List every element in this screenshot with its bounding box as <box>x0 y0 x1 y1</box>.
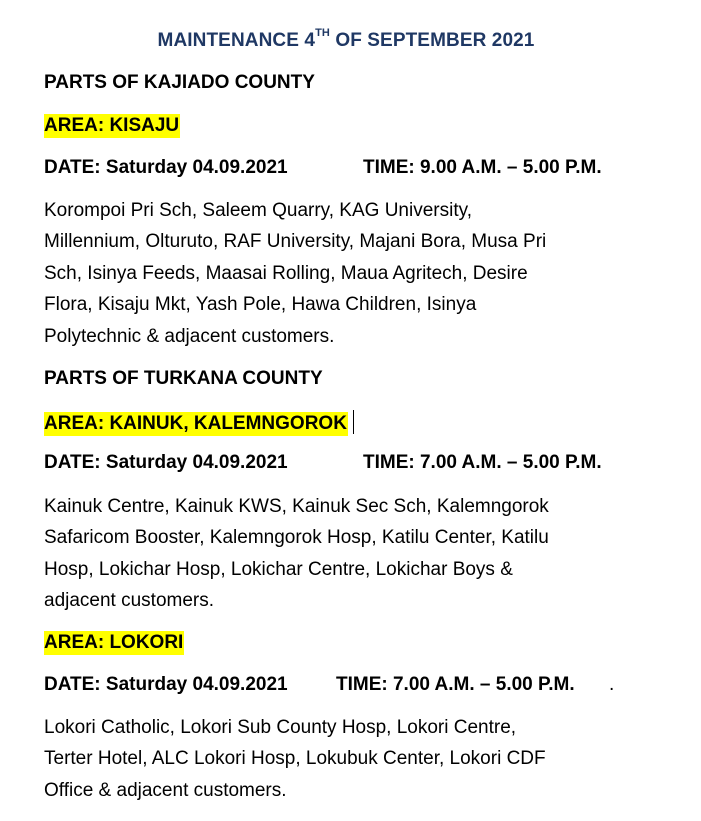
area-highlight: AREA: KAINUK, KALEMNGOROK <box>44 413 347 434</box>
date-label: DATE: Saturday 04.09.2021 <box>44 452 288 473</box>
schedule-line-kisaju <box>44 157 674 179</box>
description-line: Flora, Kisaju Mkt, Yash Pole, Hawa Children, Isinya <box>44 294 477 316</box>
county-heading-kajiado: PARTS OF KAJIADO COUNTY <box>44 72 315 93</box>
title-superscript: TH <box>315 27 330 39</box>
time-label: TIME: 9.00 A.M. – 5.00 P.M. <box>363 157 602 178</box>
description-line: Millennium, Olturuto, RAF University, Majani Bora, Musa Pri <box>44 231 547 253</box>
area-highlight: AREA: LOKORI <box>44 632 184 653</box>
title-prefix: MAINTENANCE 4 <box>157 30 316 51</box>
description-line: Lokori Catholic, Lokori Sub County Hosp, Lokori Centre, <box>44 717 517 738</box>
area-description-lokori <box>44 712 546 806</box>
area-description-kainuk <box>44 491 549 617</box>
description-line: Safaricom Booster, Kalemngorok Hosp, Katilu Center, Katilu <box>44 527 549 549</box>
description-line: Terter Hotel, ALC Lokori Hosp, Lokubuk Center, Lokori CDF <box>44 748 546 770</box>
description-line: Sch, Isinya Feeds, Maasai Rolling, Maua Agritech, Desire <box>44 262 528 284</box>
time-label: TIME: 7.00 A.M. – 5.00 P.M. <box>363 452 602 473</box>
title-suffix: OF SEPTEMBER 2021 <box>329 30 535 51</box>
description-line: Office & adjacent customers. <box>44 779 287 801</box>
description-line: Kainuk Centre, Kainuk KWS, Kainuk Sec Sch, Kalemngorok <box>44 496 549 517</box>
description-line: Hosp, Lokichar Hosp, Lokichar Centre, Lokichar Boys & <box>44 558 513 580</box>
trailing-period: . <box>609 674 615 695</box>
schedule-line-kainuk <box>44 452 674 474</box>
date-label: DATE: Saturday 04.09.2021 <box>44 674 288 695</box>
description-line: adjacent customers. <box>44 590 215 612</box>
page-title <box>44 27 648 52</box>
description-line: Korompoi Pri Sch, Saleem Quarry, KAG University, <box>44 200 472 221</box>
area-description-kisaju <box>44 195 546 352</box>
date-label: DATE: Saturday 04.09.2021 <box>44 157 288 178</box>
county-heading-turkana: PARTS OF TURKANA COUNTY <box>44 368 323 389</box>
time-label: TIME: 7.00 A.M. – 5.00 P.M. <box>336 674 575 695</box>
area-heading-kisaju <box>44 115 180 137</box>
area-highlight: AREA: KISAJU <box>44 115 180 136</box>
description-line: Polytechnic & adjacent customers. <box>44 325 335 347</box>
text-cursor <box>353 410 354 434</box>
area-heading-kainuk <box>44 410 354 435</box>
area-heading-lokori <box>44 632 184 654</box>
schedule-line-lokori <box>44 674 674 696</box>
